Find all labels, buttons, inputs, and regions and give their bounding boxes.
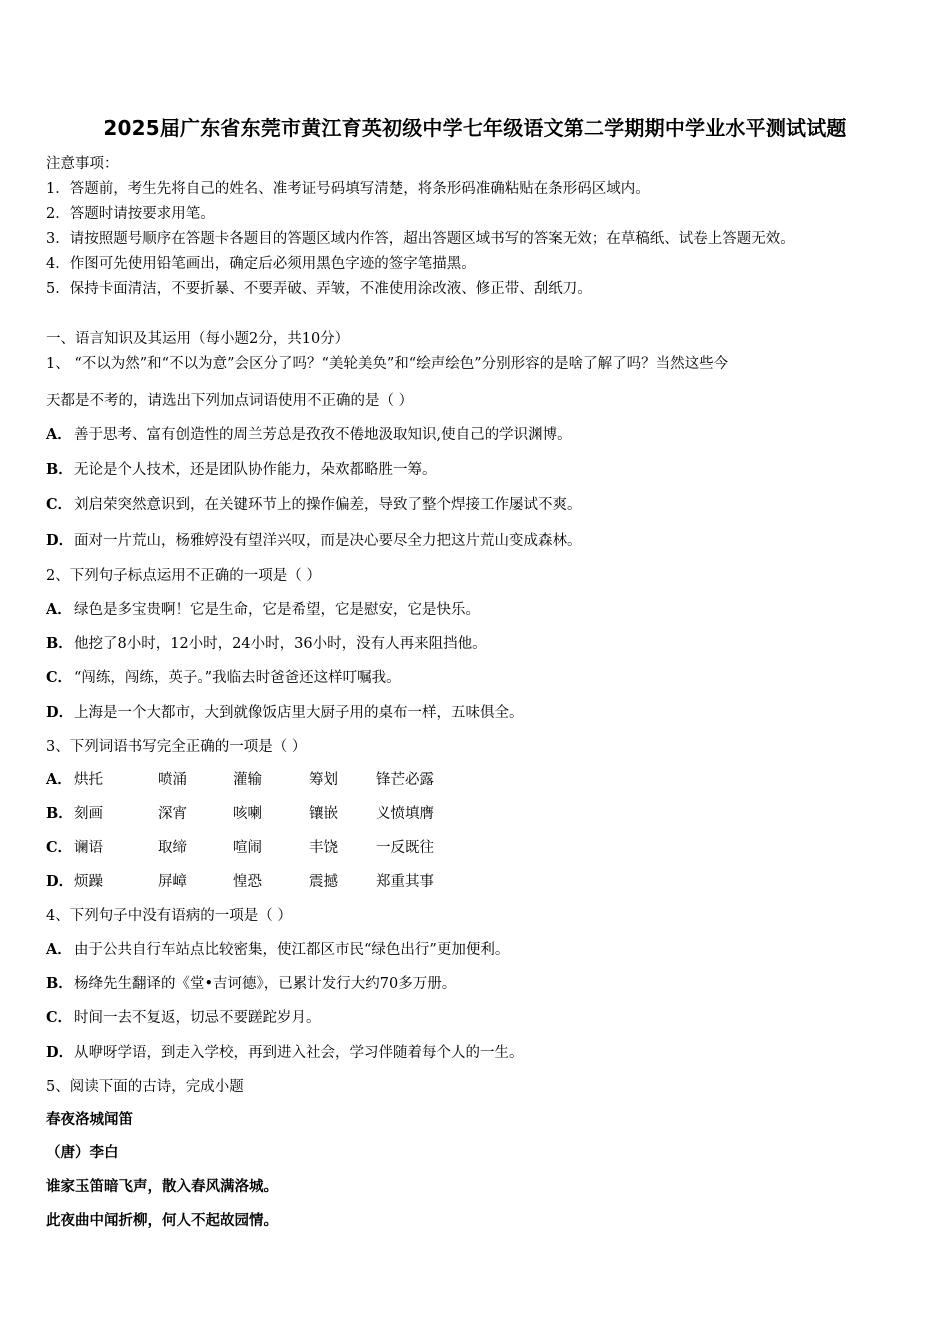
notice-item: 1．答题前，考生先将自己的姓名、准考证号码填写清楚，将条形码准确粘贴在条形码区域内。 xyxy=(46,181,650,197)
option-word: 喧闹 xyxy=(233,840,262,856)
question-4-option-b xyxy=(46,972,456,993)
notice-item: 3．请按照题号顺序在答题卡各题目的答题区域内作答，超出答题区域书写的答案无效；在草稿纸、试卷上答题无效。 xyxy=(46,231,795,247)
option-word: 咳喇 xyxy=(233,806,262,822)
option-label: D． xyxy=(46,873,74,890)
option-label: B． xyxy=(46,975,73,992)
notice-heading: 注意事项： xyxy=(46,156,119,172)
question-4-option-a xyxy=(46,938,509,959)
option-word: 震撼 xyxy=(309,874,338,890)
notice-item: 5．保持卡面清洁，不要折暴、不要弄破、弄皱，不准使用涂改液、修正带、刮纸刀。 xyxy=(46,281,592,297)
option-text: “闯练，闯练，英子。”我临去时爸爸还这样叮嘱我。 xyxy=(74,670,401,686)
option-label: B． xyxy=(46,635,73,652)
option-text: 刘启荣突然意识到，在关键环节上的操作偏差，导致了整个焊接工作屡试不爽。 xyxy=(74,497,582,513)
option-label: D． xyxy=(46,532,74,549)
notice-item: 2．答题时请按要求用笔。 xyxy=(46,206,215,222)
option-text: 他挖了8小时，12小时，24小时，36小时，没有人再来阻挡他。 xyxy=(74,636,487,652)
option-word: 筹划 xyxy=(309,772,338,788)
option-text: 从咿呀学语，到走入学校，再到进入社会，学习伴随着每个人的一生。 xyxy=(74,1045,524,1061)
question-1-option-c xyxy=(46,493,582,514)
poem-title: 春夜洛城闻笛 xyxy=(46,1111,133,1128)
question-4-option-c xyxy=(46,1006,321,1027)
question-2-option-b xyxy=(46,632,487,653)
option-word: 镶嵌 xyxy=(309,806,338,822)
option-text: 善于思考、富有创造性的周兰芳总是孜孜不倦地汲取知识,使自己的学识渊博。 xyxy=(74,427,572,443)
question-2-option-a xyxy=(46,598,480,619)
option-label: D． xyxy=(46,1044,74,1061)
option-label: C． xyxy=(46,669,73,686)
question-2-stem: 2、下列句子标点运用不正确的一项是（ ） xyxy=(46,568,321,584)
question-1-option-a xyxy=(46,423,572,444)
option-label: B． xyxy=(46,461,73,478)
option-label: A． xyxy=(46,771,72,788)
option-label: B． xyxy=(46,805,73,822)
notice-item: 4．作图可先使用铅笔画出，确定后必须用黑色字迹的签字笔描黑。 xyxy=(46,256,476,272)
question-1-option-d xyxy=(46,529,582,550)
question-4-option-d xyxy=(46,1041,524,1062)
option-text: 绿色是多宝贵啊！它是生命，它是希望，它是慰安，它是快乐。 xyxy=(74,602,480,618)
question-1-stem: 1、 “不以为然”和“不以为意”会区分了吗？“美轮美奂”和“绘声绘色”分别形容的是啥了解了吗？当然这些今 xyxy=(46,356,729,372)
option-text: 时间一去不复返，切忌不要蹉跎岁月。 xyxy=(74,1010,321,1026)
option-label: D． xyxy=(46,704,74,721)
poem-line: 此夜曲中闻折柳，何人不起故园情。 xyxy=(46,1212,278,1229)
option-label: A． xyxy=(46,426,72,443)
option-word: 灌输 xyxy=(233,772,262,788)
option-text: 杨绛先生翻译的《堂•吉诃德》，已累计发行大约70多万册。 xyxy=(74,976,457,992)
poem-author: （唐）李白 xyxy=(46,1144,119,1161)
exam-title: 2025届广东省东莞市黄江育英初级中学七年级语文第二学期期中学业水平测试试题 xyxy=(103,116,847,140)
option-label: C． xyxy=(46,1009,73,1026)
option-word: 义愤填膺 xyxy=(376,806,434,822)
option-text: 由于公共自行车站点比较密集，使江都区市民“绿色出行”更加便利。 xyxy=(74,942,510,958)
question-5-stem: 5、阅读下面的古诗，完成小题 xyxy=(46,1079,244,1095)
option-word: 烘托 xyxy=(74,772,103,788)
option-label: A． xyxy=(46,941,72,958)
option-word: 刻画 xyxy=(74,806,103,822)
option-word: 谰语 xyxy=(74,840,103,856)
question-4-stem: 4、下列句子中没有语病的一项是（ ） xyxy=(46,908,292,924)
option-label: C． xyxy=(46,496,73,513)
question-3-stem: 3、下列词语书写完全正确的一项是（ ） xyxy=(46,739,307,755)
question-2-option-d xyxy=(46,701,524,722)
option-word: 丰饶 xyxy=(309,840,338,856)
option-word: 一反既往 xyxy=(376,840,434,856)
option-label: A． xyxy=(46,601,72,618)
option-text: 上海是一个大都市，大到就像饭店里大厨子用的桌布一样，五味俱全。 xyxy=(74,705,524,721)
option-text: 无论是个人技术，还是团队协作能力，朵欢都略胜一筹。 xyxy=(74,462,437,478)
option-word: 郑重其事 xyxy=(376,874,434,890)
option-word: 惶恐 xyxy=(233,874,262,890)
question-1-stem-cont: 天都是不考的，请选出下列加点词语使用不正确的是（ ） xyxy=(46,393,414,409)
poem-line: 谁家玉笛暗飞声，散入春风满洛城。 xyxy=(46,1178,278,1195)
option-word: 锋芒必露 xyxy=(376,772,434,788)
option-label: C． xyxy=(46,839,73,856)
question-1-option-b xyxy=(46,458,437,479)
option-text: 面对一片荒山，杨雅婷没有望洋兴叹，而是决心要尽全力把这片荒山变成森林。 xyxy=(74,533,582,549)
option-word: 烦躁 xyxy=(74,874,103,890)
option-word: 取缔 xyxy=(158,840,187,856)
option-word: 深宵 xyxy=(158,806,187,822)
option-word: 屏嶂 xyxy=(158,874,187,890)
option-word: 喷涌 xyxy=(158,772,187,788)
section-heading: 一、语言知识及其运用（每小题2分，共10分） xyxy=(46,331,350,347)
question-2-option-c xyxy=(46,666,401,687)
